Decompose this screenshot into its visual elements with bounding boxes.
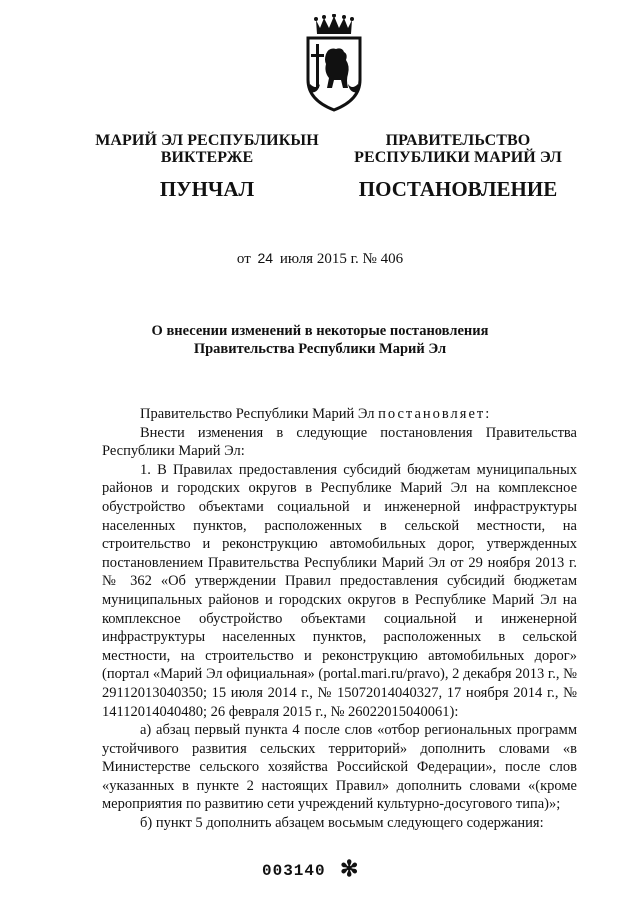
header-russian-line1: ПРАВИТЕЛЬСТВО	[385, 132, 531, 149]
date-prefix: от	[236, 251, 251, 267]
title-line1: О внесении изменений в некоторые постановления	[151, 323, 489, 339]
intro-spaced-verb: постановляет:	[378, 406, 492, 422]
coat-of-arms-emblem	[296, 14, 372, 114]
header-mari-doc-type: ПУНЧАЛ	[159, 177, 255, 201]
paragraph-4: б) пункт 5 дополнить абзацем восьмым следующего содержания:	[140, 815, 544, 832]
header-mari-line1: МАРИЙ ЭЛ РЕСПУБЛИКЫН	[95, 132, 319, 149]
date-day: 24	[257, 250, 274, 266]
intro-paragraph	[102, 405, 577, 424]
document-title	[110, 322, 530, 358]
intro-text: Правительство Республики Марий Эл	[140, 406, 379, 422]
header-mari-line2: ВИКТЕРЖЕ	[160, 149, 254, 166]
date-line	[0, 250, 640, 268]
header-mari-column	[82, 132, 332, 200]
date-month-year: июля 2015 г. №	[279, 251, 377, 267]
document-body	[102, 405, 577, 833]
header-russian-doc-type: ПОСТАНОВЛЕНИЕ	[358, 177, 558, 201]
paragraph-2: 1. В Правилах предоставления субсидий бюджетам муниципальных районов и городских округов в Республике Марий Эл на комплексное обустройство объектами социальной и инженерной инфраструктуры населенных пунктов, расположенных в сельской местности, на строительство и реконструкцию автомобильных дорог, утвержденных постановлением Правительства Республики Марий Эл от 29 ноября 2013 г. № 362 «Об утверждении Правил предоставления субсидий бюджетам муниципальных районов и городских округов в Республике Марий Эл на комплексное обустройство объектами социальной и инженерной инфраструктуры населенных пунктов, расположенных в сельской местности, на строительство и реконструкцию автомобильных дорог» (портал «Марий Эл официальная» (portal.mari.ru/pravo), 2 декабря 2013 г., № 29112013040350; 15 июля 2014 г., № 15072014040327, 17 ноября 2014 г., № 14112014040480; 26 февраля 2015 г., № 26022015040061):	[102, 461, 577, 720]
asterisk-mark: ✻	[340, 856, 359, 881]
paragraph-1: Внести изменения в следующие постановления Правительства Республики Марий Эл:	[102, 424, 577, 460]
serial-number: 003140	[262, 862, 326, 880]
decree-number: 406	[380, 251, 404, 267]
header-russian-line2: РЕСПУБЛИКИ МАРИЙ ЭЛ	[354, 149, 562, 166]
paragraph-3: а) абзац первый пункта 4 после слов «отбор региональных программ устойчивого развития сельских территорий» дополнить словами «в Министерстве сельского хозяйства Российской Федерации», после слов «указанных в пункте 2 настоящих Правил» дополнить словами «(кроме мероприятия по развитию сети учреждений культурно-досугового типа)»;	[102, 722, 577, 813]
header-russian-column	[348, 132, 568, 200]
title-line2: Правительства Республики Марий Эл	[193, 341, 447, 357]
